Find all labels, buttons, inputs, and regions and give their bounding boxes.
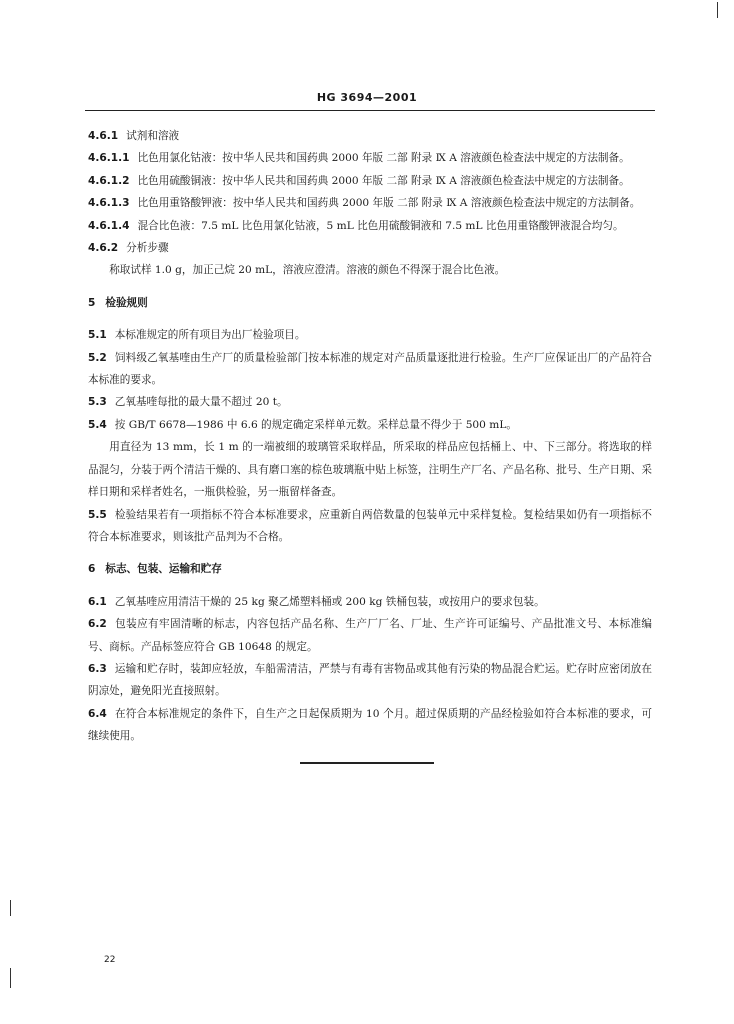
clause-6-4: 6.4 在符合本标准规定的条件下，自生产之日起保质期为 10 个月。超过保质期的产品经检验如符合本标准的要求，可继续使用。 <box>88 707 652 743</box>
clause-4-6-1-4: 4.6.1.4 混合比色液：7.5 mL 比色用氯化钴液，5 mL 比色用硫酸铜液和 7.5 mL 比色用重铬酸钾液混合均匀。 <box>88 219 624 232</box>
page-number: 22 <box>104 955 116 965</box>
section-5-heading: 5 检验规则 <box>88 296 148 309</box>
clause-5-1: 5.1 本标准规定的所有项目为出厂检验项目。 <box>88 329 306 342</box>
clause-6-3: 6.3 运输和贮存时，装卸应轻放，车船需清洁，严禁与有毒有害物品或其他有污染的物品混合贮运。贮存时应密闭放在阴凉处，避免阳光直接照射。 <box>88 662 652 698</box>
clause-5-2: 5.2 饲料级乙氧基喹由生产厂的质量检验部门按本标准的规定对产品质量逐批进行检验。生产厂应保证出厂的产品符合本标准的要求。 <box>88 351 652 387</box>
document-body <box>88 125 652 748</box>
clause-5-5: 5.5 检验结果若有一项指标不符合本标准要求，应重新自两倍数量的包装单元中采样复检。复检结果如仍有一项指标不符合本标准要求，则该批产品判为不合格。 <box>88 508 652 543</box>
clause-5-3: 5.3 乙氧基喹每批的最大量不超过 20 t。 <box>88 396 288 409</box>
analysis-procedure-text: 称取试样 1.0 g，加正己烷 20 mL，溶液应澄清。溶液的颜色不得深于混合比色液。 <box>109 264 506 277</box>
clause-4-6-1: 4.6.1 试剂和溶液 <box>88 130 180 142</box>
sampling-procedure-text: 用直径为 13 mm，长 1 m 的一端被细的玻璃管采取样品，所采取的样品应包括桶上、中、下三部分。将选取的样品混匀，分装于两个清洁干燥的、具有磨口塞的棕色玻璃瓶中贴上标签，注明生产厂名、产品名称、批号、生产日期、采样日期和采样者姓名，一瓶供检验，另一瓶留样备查。 <box>88 441 652 499</box>
clause-6-2: 6.2 包装应有牢固清晰的标志，内容包括产品名称、生产厂厂名、厂址、生产许可证编号、产品批准文号、本标准编号、商标。产品标签应符合 GB 10648 的规定。 <box>88 618 652 653</box>
scan-edge-mark <box>10 968 11 988</box>
section-6-heading: 6 标志、包装、运输和贮存 <box>88 563 222 576</box>
header-rule <box>85 110 655 111</box>
scan-corner-mark <box>717 2 718 18</box>
clause-4-6-1-1: 4.6.1.1 比色用氯化钴液：按中华人民共和国药典 2000 年版 二部 附录 Ⅸ A 溶液颜色检查法中规定的方法制备。 <box>88 152 630 165</box>
clause-6-1: 6.1 乙氧基喹应用清洁干燥的 25 kg 聚乙烯塑料桶或 200 kg 铁桶包装，或按用户的要求包装。 <box>88 595 545 608</box>
clause-4-6-1-2: 4.6.1.2 比色用硫酸铜液：按中华人民共和国药典 2000 年版 二部 附录 Ⅸ A 溶液颜色检查法中规定的方法制备。 <box>88 174 630 187</box>
standard-code-header: HG 3694—2001 <box>316 91 418 104</box>
clause-5-4: 5.4 按 GB/T 6678—1986 中 6.6 的规定确定采样单元数。采样总量不得少于 500 mL。 <box>88 418 517 431</box>
clause-4-6-2: 4.6.2 分析步骤 <box>88 242 169 255</box>
end-of-document-rule <box>300 762 434 764</box>
scan-edge-mark <box>10 900 11 916</box>
clause-4-6-1-3: 4.6.1.3 比色用重铬酸钾液：按中华人民共和国药典 2000 年版 二部 附录 Ⅸ A 溶液颜色检查法中规定的方法制备。 <box>88 197 641 210</box>
